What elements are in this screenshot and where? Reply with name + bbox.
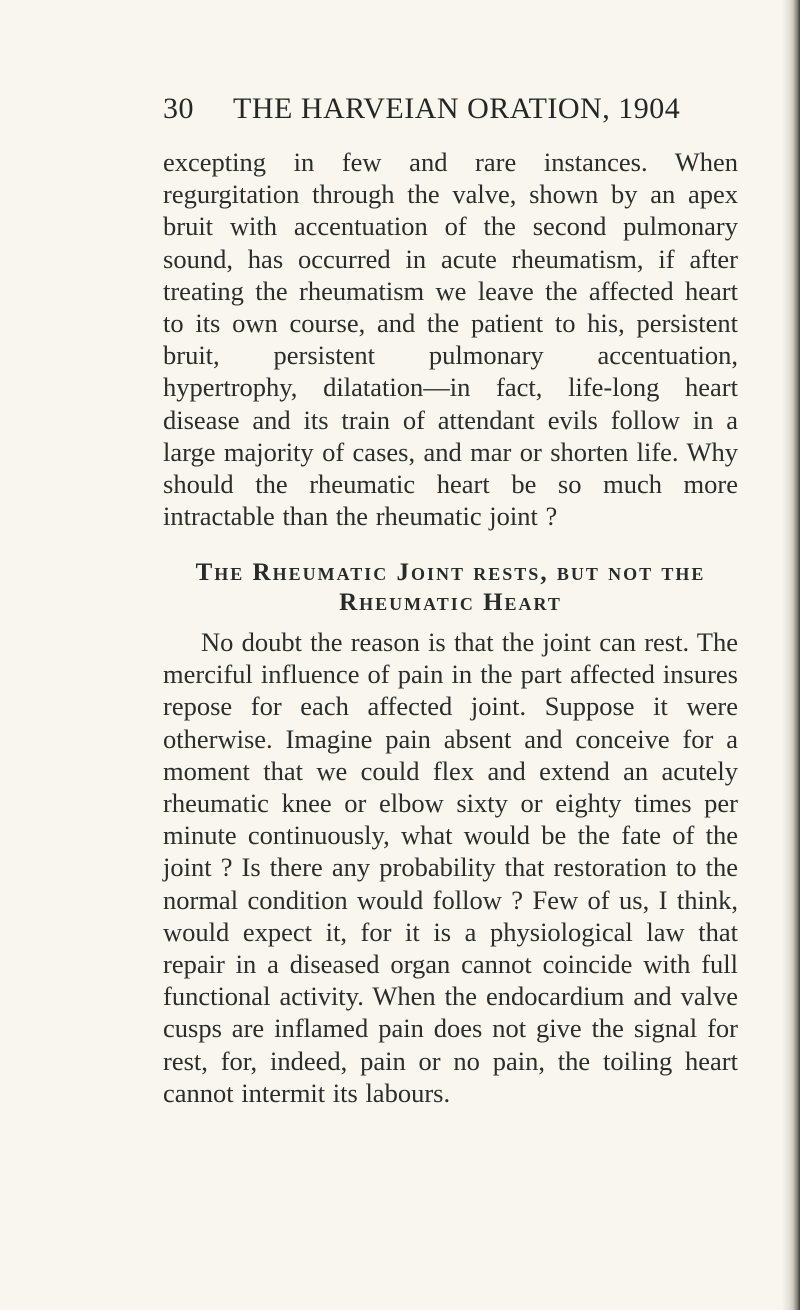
section-heading: The Rheumatic Joint rests, but not the Rheumatic Heart: [195, 559, 706, 616]
body-paragraph-2: No doubt the reason is that the joint can rest. The merciful influence of pain in the part affected insures repose for each affected joint. Suppose it were otherwise. Imagine pain absent and conceive for a moment that we could flex and extend an acutely rheumatic knee or elbow sixty or eighty times per minute continuously, what would be the fate of the joint ? Is there any probability that restoration to the normal condition would follow ? Few of us, I think, would expect it, for it is a physiological law that repair in a diseased organ cannot coincide with full functional activity. When the endocardium and valve cusps are inflamed pain does not give the signal for rest, for, indeed, pain or no pain, the toiling heart cannot intermit its labours.: [163, 627, 738, 1108]
running-title: THE HARVEIAN ORATION, 1904: [233, 92, 681, 125]
page-edge: [788, 0, 800, 1310]
running-head: [163, 92, 723, 138]
body-paragraph-1: excepting in few and rare instances. When regurgitation through the valve, shown by an apex bruit with accentuation of the second pulmonary sound, has occurred in acute rheumatism, if after treating the rheumatism we leave the affected heart to its own course, and the patient to his, persistent bruit, persistent pulmonary accentuation, hypertrophy, dilatation—in fact, life-long heart disease and its train of attendant evils follow in a large majority of cases, and mar or shorten life. Why should the rheumatic heart be so much more intractable than the rheumatic joint ?: [163, 147, 738, 532]
page-number: 30: [163, 92, 194, 125]
